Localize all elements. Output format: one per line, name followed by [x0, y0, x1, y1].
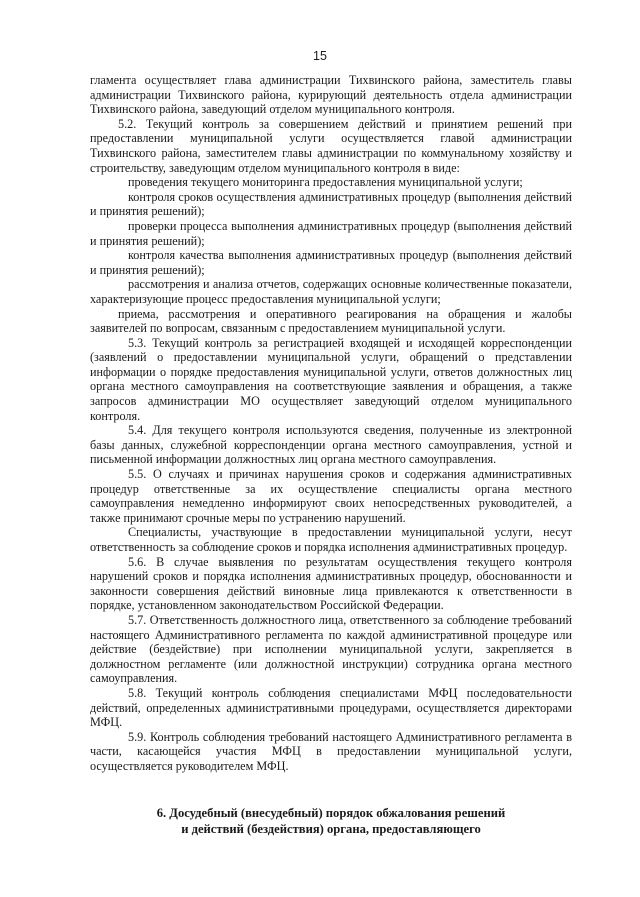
paragraph: 5.3. Текущий контроль за регистрацией входящей и исходящей корреспонденции (заявлений о предоставлении муниципальной услуги, обращений о представлении информации о порядке предоставления муниципальной услуги, ответов должностных лиц органа местного самоуправления на соответствующие заявления и обращения, а также запросов администрации МО осуществляет заведующий отделом муниципального контроля.: [90, 335, 572, 423]
paragraph: контроля качества выполнения административных процедур (выполнения действий и принятия решений);: [90, 248, 572, 277]
paragraph: 5.4. Для текущего контроля используются сведения, полученные из электронной базы данных, служебной корреспонденции органа местного самоуправления, устной и письменной информации должностных лиц органа местного самоуправления.: [90, 423, 572, 467]
paragraph: 5.2. Текущий контроль за совершением действий и принятием решений при предоставлении муниципальной услуги осуществляется главой администрации Тихвинского района, заместителем главы администрации по коммунальному хозяйству и строительству, заведующим отделом муниципального контроля в виде:: [90, 116, 572, 175]
paragraph: 5.8. Текущий контроль соблюдения специалистами МФЦ последовательности действий, определенных административными процедурами, осуществляется директорами МФЦ.: [90, 685, 572, 730]
paragraph: контроля сроков осуществления административных процедур (выполнения действий и принятия решений);: [90, 189, 572, 219]
document-body: [90, 73, 572, 774]
paragraph: 5.7. Ответственность должностного лица, ответственного за соблюдение требований настоящего Административного регламента по каждой административной процедуре или действие (бездействие) при исполнении муниципальной услуги, закрепляется в должностном регламенте (или должностной инструкции) сотрудника органа местного самоуправления.: [90, 612, 572, 686]
paragraph: проверки процесса выполнения административных процедур (выполнения действий и принятия решений);: [90, 218, 572, 248]
paragraph: гламента осуществляет глава администрации Тихвинского района, заместитель главы администрации Тихвинского района, курирующий деятельность отдела администрации Тихвинского района, заведующий отделом муниципального контроля.: [90, 73, 572, 117]
paragraph: проведения текущего мониторинга предоставления муниципальной услуги;: [128, 175, 523, 190]
paragraph: рассмотрения и анализа отчетов, содержащих основные количественные показатели, характеризующие процесс предоставления муниципальной услуги;: [90, 277, 572, 306]
section-heading-line-2: и действий (бездействия) органа, предоставляющего: [181, 821, 481, 836]
paragraph: 5.9. Контроль соблюдения требований настоящего Административного регламента в части, касающейся участия МФЦ в предоставлении муниципальной услуги, осуществляется руководителем МФЦ.: [90, 729, 572, 773]
paragraph: 5.5. О случаях и причинах нарушения сроков и содержания административных процедур ответственные за их осуществление специалисты органа местного самоуправления немедленно информируют своих непосредственных руководителей, а также принимают срочные меры по устранению нарушений.: [90, 467, 572, 525]
section-heading: [90, 806, 572, 837]
paragraph: приема, рассмотрения и оперативного реагирования на обращения и жалобы заявителей по вопросам, связанным с предоставлением муниципальной услуги.: [90, 306, 572, 336]
paragraph: 5.6. В случае выявления по результатам осуществления текущего контроля нарушений сроков и порядка исполнения административных процедур, обоснованности и законности совершения действий виновные лица привлекаются к ответственности в порядке, установленном законодательством Российской Федерации.: [90, 554, 572, 613]
section-heading-line-1: 6. Досудебный (внесудебный) порядок обжалования решений: [156, 806, 506, 820]
paragraph: Специалисты, участвующие в предоставлении муниципальной услуги, несут ответственность за соблюдение сроков и порядка исполнения административных процедур.: [90, 525, 572, 554]
page-number: 15: [313, 49, 327, 63]
